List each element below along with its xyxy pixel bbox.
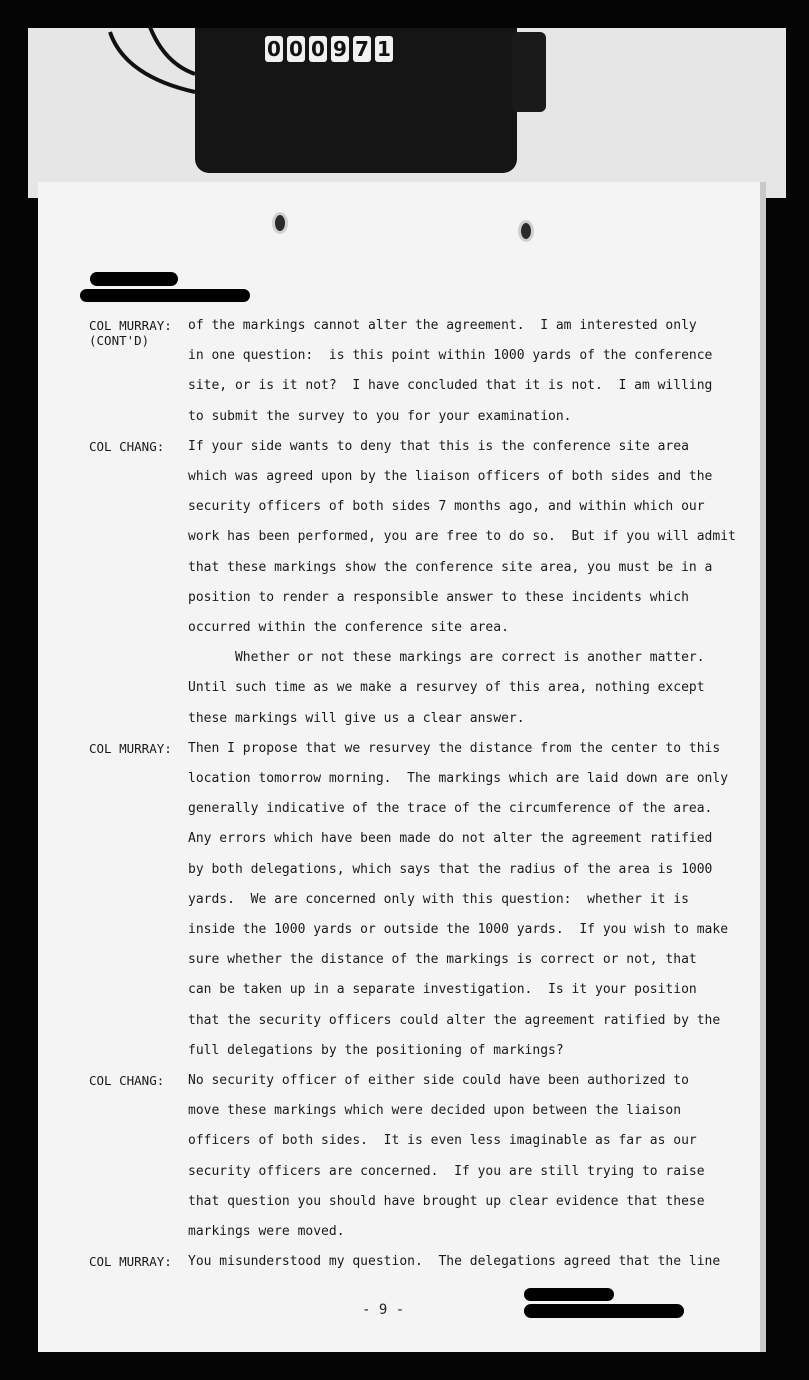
transcript-line: of the markings cannot alter the agreement. I am interested only: [188, 318, 697, 333]
transcript-line: work has been performed, you are free to do so. But if you will admit: [188, 529, 736, 545]
punch-hole: [272, 212, 288, 234]
transcript-line: markings were moved.: [188, 1224, 345, 1239]
transcript-line: site, or is it not? I have concluded that it is not. I am willing: [188, 378, 713, 394]
transcript-line: occurred within the conference site area.: [188, 620, 509, 635]
transcript-line: that the security officers could alter the agreement ratified by the: [188, 1012, 721, 1028]
speaker-label: COL CHANG:: [89, 1073, 165, 1088]
transcript-line: yards. We are concerned only with this question: whether it is: [188, 891, 689, 907]
counter-cable: [100, 22, 210, 102]
counter-knob: [512, 32, 546, 112]
transcript-line: Then I propose that we resurvey the distance from the center to this: [188, 740, 721, 756]
transcript-line: Until such time as we make a resurvey of this area, nothing except: [188, 680, 705, 696]
redaction-bar: [90, 272, 178, 286]
transcript-line: which was agreed upon by the liaison officers of both sides and the: [188, 469, 713, 484]
transcript-line: No security officer of either side could have been authorized to: [188, 1073, 689, 1088]
redaction-bar: [524, 1304, 684, 1318]
speaker-label: COL MURRAY:: [89, 318, 172, 333]
transcript-line: You misunderstood my question. The delegations agreed that the line: [188, 1254, 721, 1270]
transcript-line: sure whether the distance of the markings is correct or not, that: [188, 952, 697, 968]
transcript-line: location tomorrow morning. The markings which are laid down are only: [188, 771, 729, 786]
counter-digit: 0: [287, 36, 305, 62]
transcript-line: in one question: is this point within 1000 yards of the conference: [188, 348, 713, 364]
counter-digit: 0: [309, 36, 327, 62]
transcript-line: these markings will give us a clear answer.: [188, 710, 525, 726]
counter-digit: 7: [353, 36, 371, 62]
transcript-line: can be taken up in a separate investigation. Is it your position: [188, 982, 697, 998]
transcript-line: that these markings show the conference site area, you must be in a: [188, 559, 713, 575]
transcript-line: position to render a responsible answer to these incidents which: [188, 589, 689, 605]
speaker-label: COL CHANG:: [89, 438, 165, 454]
transcript-line: security officers of both sides 7 months ago, and within which our: [188, 499, 705, 515]
transcript-line: full delegations by the positioning of markings?: [188, 1042, 564, 1058]
transcript-line: generally indicative of the trace of the circumference of the area.: [188, 801, 713, 817]
speaker-label: COL MURRAY:: [89, 1254, 172, 1270]
transcript-line: that question you should have brought up clear evidence that these: [188, 1193, 705, 1209]
transcript-line: to submit the survey to you for your examination.: [188, 408, 572, 424]
transcript-line: Any errors which have been made do not alter the agreement ratified: [188, 831, 713, 847]
counter-digit: 1: [375, 36, 393, 62]
counter-digit: 9: [331, 36, 349, 62]
page-number: - 9 -: [362, 1302, 405, 1318]
speaker-label: (CONT'D): [89, 333, 150, 348]
transcript-line: security officers are concerned. If you are still trying to raise: [188, 1163, 705, 1179]
redaction-bar: [80, 289, 250, 302]
transcript-line: officers of both sides. It is even less imaginable as far as our: [188, 1133, 697, 1149]
transcript-line: Whether or not these markings are correct is another matter.: [188, 650, 705, 666]
counter-digits: [265, 36, 393, 64]
counter-digit: 0: [265, 36, 283, 62]
punch-hole: [518, 220, 534, 242]
transcript-line: inside the 1000 yards or outside the 1000 yards. If you wish to make: [188, 922, 729, 937]
redaction-bar: [524, 1288, 614, 1301]
transcript-line: If your side wants to deny that this is the conference site area: [188, 438, 689, 454]
transcript-line: by both delegations, which says that the radius of the area is 1000: [188, 861, 713, 877]
speaker-label: COL MURRAY:: [89, 740, 172, 756]
transcript-line: move these markings which were decided upon between the liaison: [188, 1103, 682, 1119]
